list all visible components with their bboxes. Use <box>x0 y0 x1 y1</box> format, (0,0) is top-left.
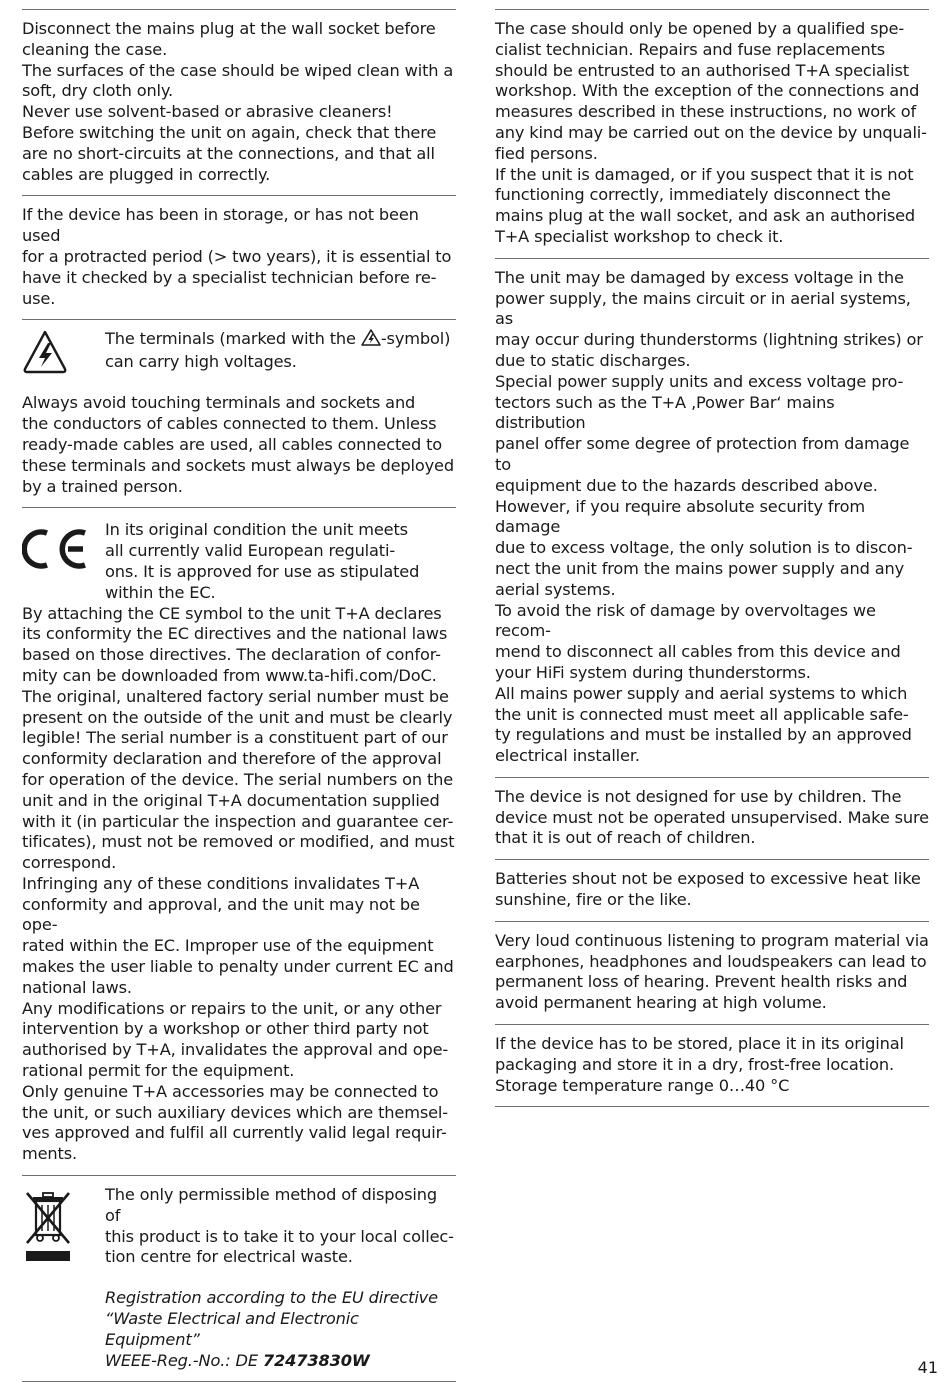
ce-body-text: By attaching the CE symbol to the unit T+A declares its conformity the EC directives and the national laws based on those directives. The declaration of confor- mity can be downloaded from www.ta-hifi.com/DoC. The original, unaltered factory serial number must be present on the outside of the unit and must be clearly legible! The serial number is a constituent part of our conformity declaration and therefore of the approval for operation of the device. The serial numbers on the unit and in the original T+A documentation supplied with it (in particular the inspection and guarantee cer- tificates), must not be removed or modified, and must correspond. Infringing any of these conditions invalidates T+A conformity and approval, and the unit may not be ope- rated within the EC. Improper use of the equipment makes the user liable to penalty under current EC and national laws. Any modifications or repairs to the unit, or any other intervention by a workshop or other third party not authorised by T+A, invalidates the approval and ope- rational permit for the equipment. Only genuine T+A accessories may be connected to the unit, or such auxiliary devices which are themsel- ves approved and fulfil all currently valid legal requir- ments. <box>22 603 455 1164</box>
hearing-section <box>495 921 929 1024</box>
overvoltage-section <box>495 258 929 777</box>
children-text: The device is not designed for use by children. The device must not be operated unsupervised. Make sure that it is out of reach of children. <box>495 786 929 848</box>
weee-registration-number: 72473830W <box>262 1350 370 1370</box>
mini-warning-icon <box>361 329 381 352</box>
cleaning-section <box>22 9 456 195</box>
hearing-text: Very loud continuous listening to program material via earphones, headphones and loudspeakers can lead to permanent loss of hearing. Prevent health risks and avoid permanent hearing at high volume. <box>495 930 929 1013</box>
ce-section <box>22 507 456 1175</box>
left-column <box>22 9 456 1382</box>
terminals-text-end: -symbol) can carry high voltages. <box>105 329 451 372</box>
cleaning-text: Disconnect the mains plug at the wall socket before cleaning the case. The surfaces of the case should be wiped clean with a soft, dry cloth only. Never use solvent-based or abrasive cleaners! Before switching the unit on again, check that there are no short-circuits at the connections, and that all cables are plugged in correctly. <box>22 19 454 184</box>
terminals-body-text: Always avoid touching terminals and sockets and the conductors of cables connected to them. Unless ready-made cables are used, all cables connected to these terminals and sockets must always be deployed by a trained person. <box>22 393 454 496</box>
storage-check-text: If the device has been in storage, or has not been used for a protracted period (> two years), it is essential to have it checked by a specialist technician before re- use. <box>22 205 452 308</box>
opening-text: The case should only be opened by a qualified spe- cialist technician. Repairs and fuse replacements should be entrusted to an authorised T+A specialist workshop. With the exception of the connections and measures described in these instructions, no work of any kind may be carried out on the device by unquali- fied persons. If the unit is damaged, or if you suspect that it is not functioning correctly, immediately disconnect the mains plug at the wall socket, and ask an authorised T+A specialist workshop to check it. <box>495 19 927 246</box>
opening-section <box>495 9 929 258</box>
terminals-warning-text <box>105 329 456 373</box>
storing-section <box>495 1024 929 1107</box>
terminals-text-start: The terminals (marked with the <box>105 329 361 349</box>
ce-mark-icon <box>22 520 105 578</box>
batteries-text: Batteries shout not be exposed to excessive heat like sunshine, fire or the like. <box>495 869 921 910</box>
crossed-bin-weee-icon <box>22 1185 105 1271</box>
overvoltage-text: The unit may be damaged by excess voltage in the power supply, the mains circuit or in aerial systems, as may occur during thunderstorms (lightning strikes) or due to static discharges. Special power supply units and excess voltage pro- tectors such as the T+A ‚Power Bar‘ mains distribution panel offer some degree of protection from damage to equipment due to the hazards described above. However, if you require absolute security from damage due to excess voltage, the only solution is to discon- nect the unit from the mains power supply and any aerial systems. To avoid the risk of damage by overvoltages we recom- mend to disconnect all cables from this device and your HiFi system during thunderstorms. All mains power supply and aerial systems to which the unit is connected must meet all applicable safe- ty regulations and must be installed by an approved electrical installer. <box>495 267 923 766</box>
ce-intro-text: In its original condition the unit meets all currently valid European regulati- ons. It is approved for use as stipulated within the EC. <box>105 520 420 602</box>
storage-check-section <box>22 195 456 319</box>
weee-registration-text <box>105 1288 456 1371</box>
page-number: 41 <box>917 1358 938 1377</box>
terminals-section <box>22 319 456 507</box>
high-voltage-warning-icon <box>22 329 105 379</box>
weee-registration-label: Registration according to the EU directive “Waste Electrical and Electronic Equipment” WEEE-Reg.-No.: DE <box>105 1288 438 1370</box>
storing-text: If the device has to be stored, place it in its original packaging and store it in a dry, frost-free location. Storage temperature range 0…40 °C <box>495 1034 904 1095</box>
weee-section <box>22 1175 456 1382</box>
weee-disposal-text: The only permissible method of disposing of this product is to take it to your local collec- tion centre for electrical waste. <box>105 1185 454 1267</box>
right-column <box>495 9 929 1107</box>
batteries-section <box>495 859 929 921</box>
children-section <box>495 777 929 859</box>
